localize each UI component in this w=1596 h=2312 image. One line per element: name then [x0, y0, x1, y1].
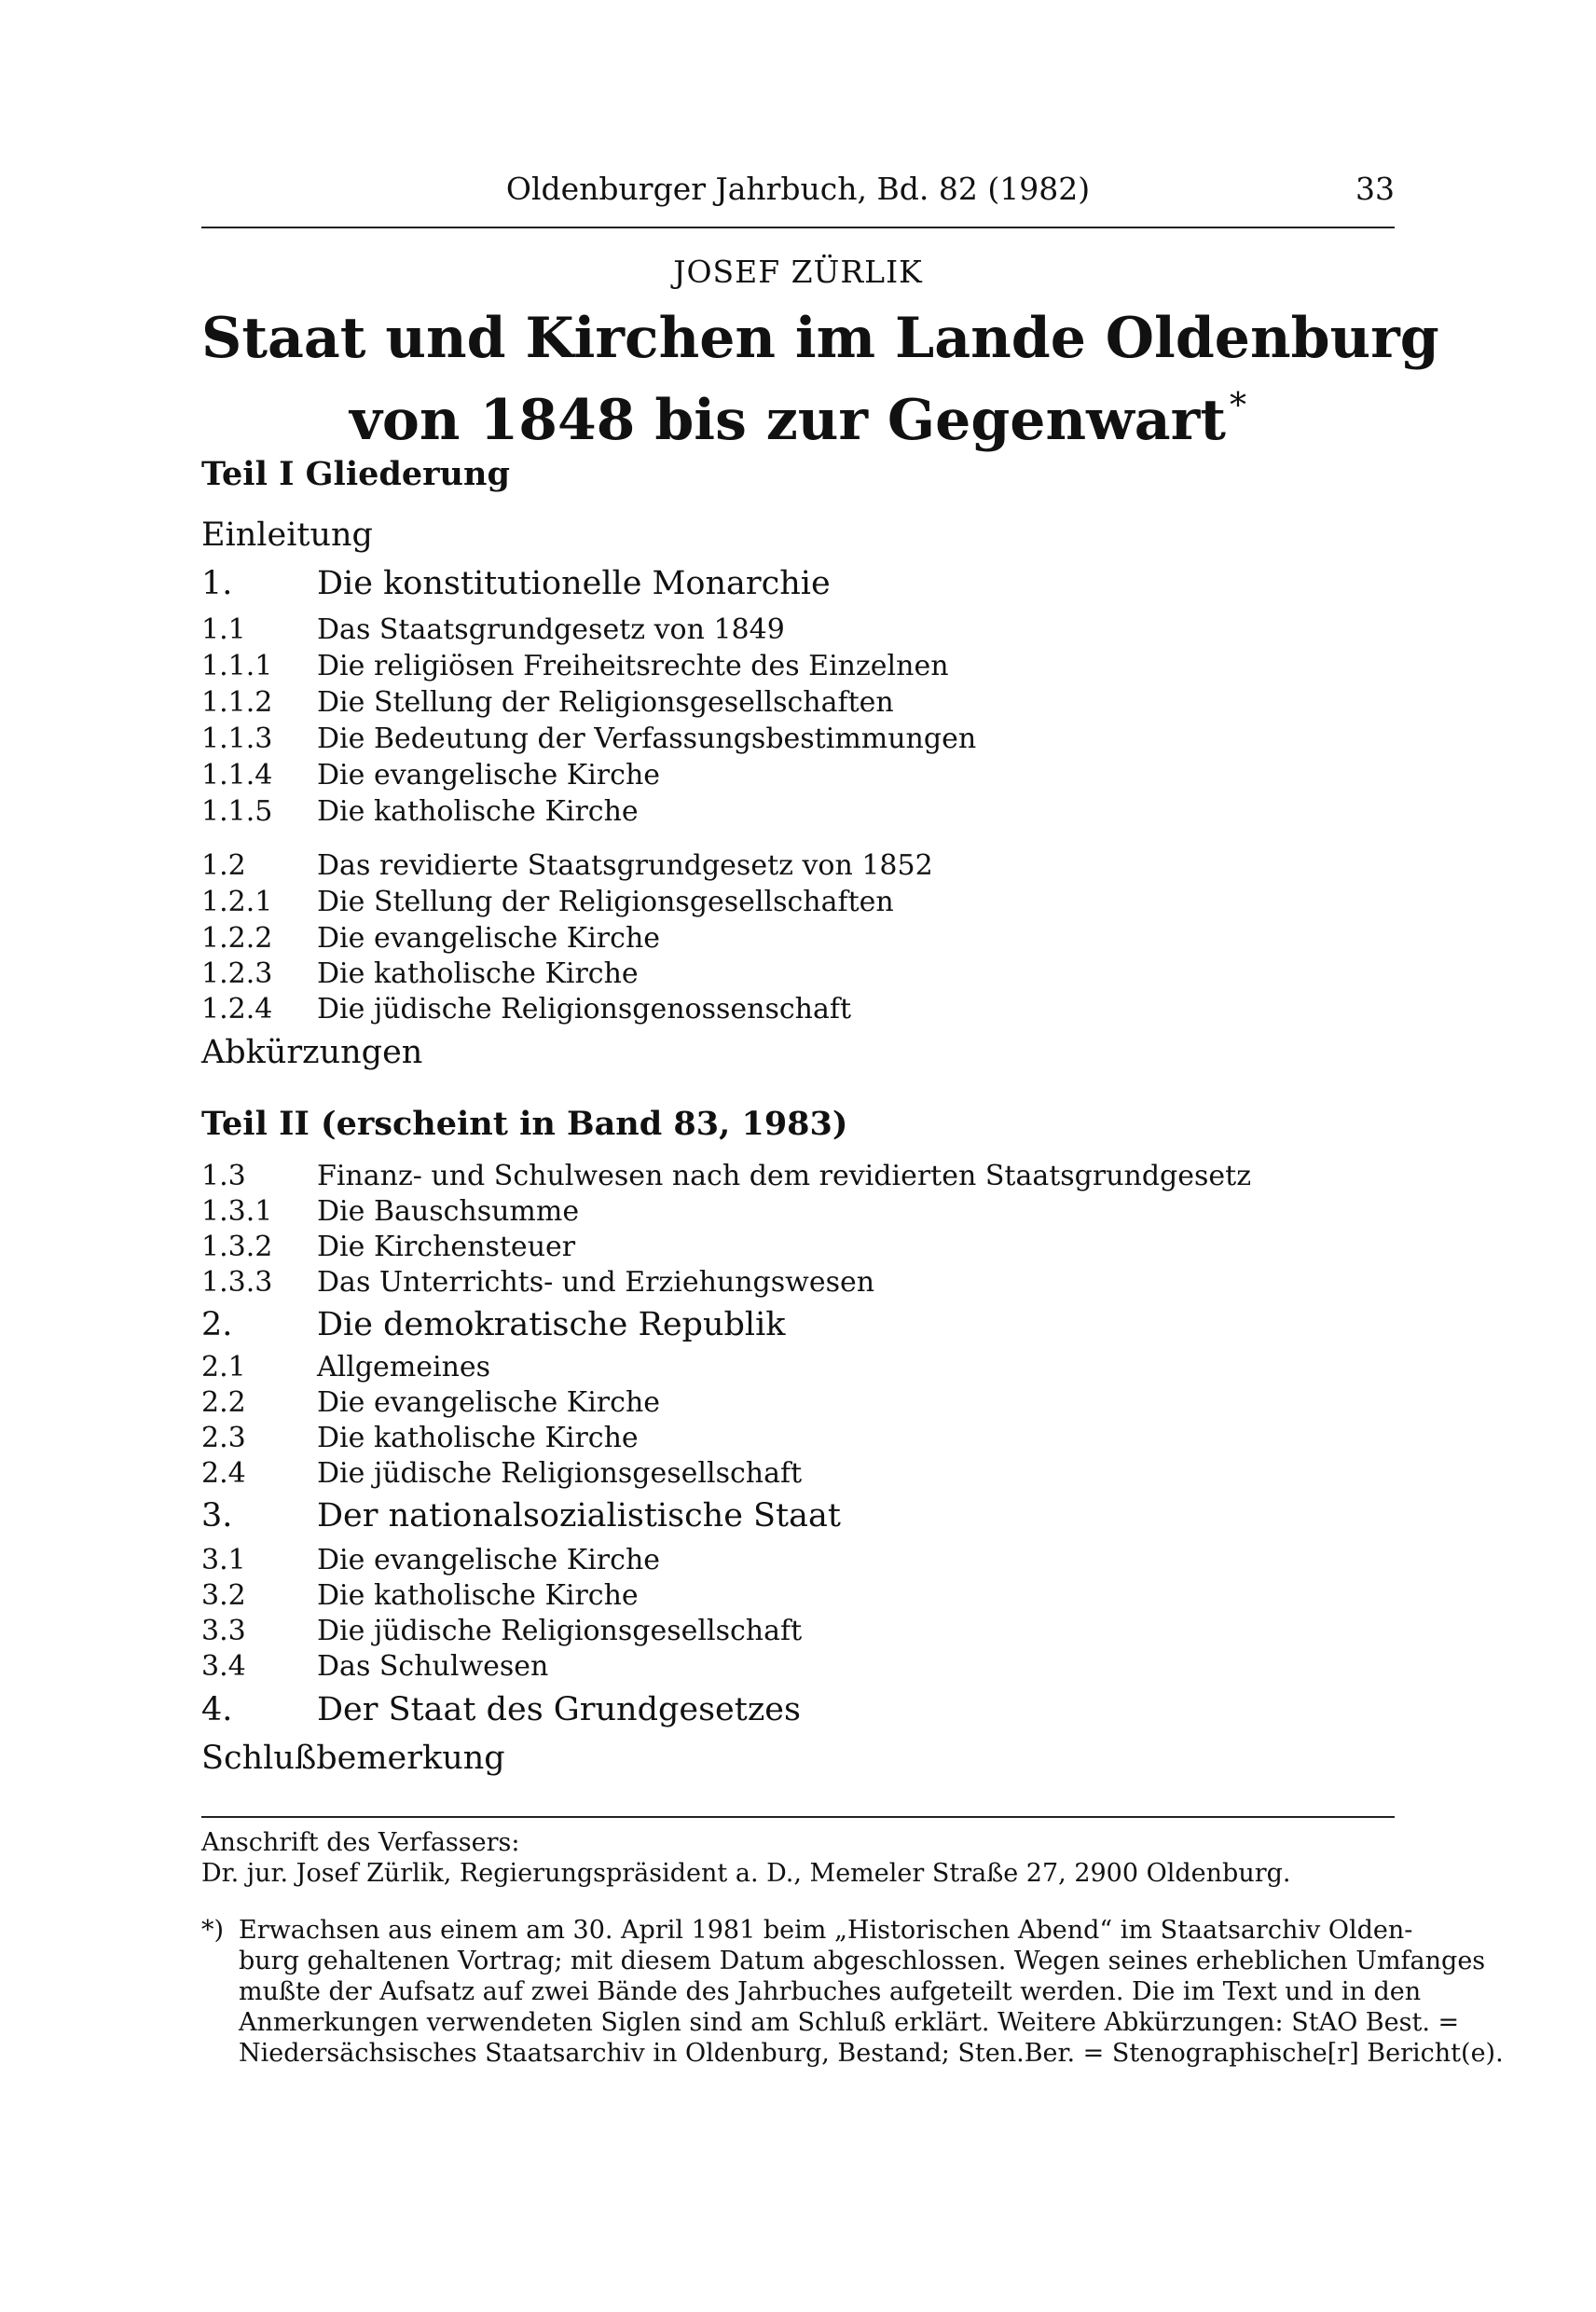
- toc-entry-number: 3.: [201, 1497, 233, 1534]
- toc-entry-label: Die konstitutionelle Monarchie: [317, 565, 831, 602]
- toc-entry-number: 1.: [201, 565, 233, 602]
- toc-entry-label: Das Staatsgrundgesetz von 1849: [317, 613, 785, 646]
- running-header: [201, 171, 1395, 217]
- toc-entry-number: 2.3: [201, 1422, 246, 1454]
- article-title-line-2: [201, 371, 1395, 456]
- toc-entry-number: 1.2.1: [201, 886, 273, 918]
- toc-entry-label: Die demokratische Republik: [317, 1306, 786, 1343]
- toc-entry-number: 1.2.3: [201, 957, 273, 990]
- toc-introduction: Einleitung: [201, 516, 373, 554]
- toc-entry-label: Die jüdische Religionsgesellschaft: [317, 1615, 803, 1647]
- toc-entry-number: 4.: [201, 1691, 233, 1728]
- toc-entry-label: Die katholische Kirche: [317, 957, 639, 990]
- author-address-label: Anschrift des Verfassers:: [201, 1828, 520, 1857]
- toc-closing: Schlußbemerkung: [201, 1740, 505, 1777]
- toc-entry-label: Der nationalsozialistische Staat: [317, 1497, 841, 1534]
- toc-entry-label: Die Bedeutung der Verfassungsbestimmungen: [317, 722, 977, 755]
- toc-entry-label: Die evangelische Kirche: [317, 1544, 661, 1576]
- footnote-line: Niedersächsisches Staatsarchiv in Oldenburg, Bestand; Sten.Ber. = Stenographische[r] Bericht(e).: [239, 2039, 1504, 2068]
- toc-entry-number: 1.3: [201, 1160, 246, 1192]
- toc-entry-label: Das revidierte Staatsgrundgesetz von 1852: [317, 849, 933, 882]
- toc-entry-label: Die jüdische Religionsgenossenschaft: [317, 993, 852, 1025]
- toc-entry-number: 2.2: [201, 1386, 246, 1419]
- toc-entry-label: Die Stellung der Religionsgesellschaften: [317, 686, 894, 719]
- article-title-text-1: Staat und Kirchen im Lande Oldenburg: [201, 306, 1439, 371]
- toc-entry-label: Finanz- und Schulwesen nach dem revidierten Staatsgrundgesetz: [317, 1160, 1252, 1192]
- article-title-text-2: von 1848 bis zur Gegenwart: [350, 388, 1226, 453]
- toc-entry-number: 2.1: [201, 1351, 246, 1383]
- toc-entry-number: 1.3.3: [201, 1266, 273, 1299]
- article-title-line-1: [201, 303, 1439, 374]
- footnote-mark: *): [201, 1916, 225, 1945]
- toc-entry-number: 1.1.2: [201, 686, 273, 719]
- toc-entry-label: Der Staat des Grundgesetzes: [317, 1691, 801, 1728]
- part-2-heading: Teil II (erscheint in Band 83, 1983): [201, 1105, 848, 1143]
- toc-entry-number: 1.2.4: [201, 993, 273, 1025]
- title-footnote: [201, 1915, 1504, 2083]
- toc-entry-label: Die evangelische Kirche: [317, 1386, 661, 1419]
- footnote-rule: [201, 1816, 1395, 1818]
- toc-entry-number: 3.2: [201, 1579, 246, 1612]
- toc-entry-label: Die evangelische Kirche: [317, 759, 661, 791]
- part-1-heading: Teil I Gliederung: [201, 455, 510, 493]
- toc-entry-label: Das Schulwesen: [317, 1650, 549, 1683]
- toc-entry-label: Die jüdische Religionsgesellschaft: [317, 1457, 803, 1490]
- toc-entry-label: Die katholische Kirche: [317, 1422, 639, 1454]
- toc-entry-label: Die katholische Kirche: [317, 795, 639, 828]
- toc-entry-number: 1.2.2: [201, 922, 273, 955]
- toc-entry-number: 1.2: [201, 849, 246, 882]
- page-number: 33: [1355, 171, 1395, 207]
- title-footnote-mark: *: [1229, 387, 1246, 425]
- footnote-line: mußte der Aufsatz auf zwei Bände des Jahrbuches aufgeteilt werden. Die im Text und in den: [239, 1977, 1422, 2006]
- author-name: JOSEF ZÜRLIK: [673, 254, 923, 290]
- author-address: Dr. jur. Josef Zürlik, Regierungspräsident a. D., Memeler Straße 27, 2900 Oldenburg.: [201, 1859, 1291, 1888]
- toc-entry-number: 1.1.5: [201, 795, 273, 828]
- toc-entry-number: 2.4: [201, 1457, 246, 1490]
- toc-abbreviations: Abkürzungen: [201, 1034, 423, 1071]
- toc-entry-label: Die Bauschsumme: [317, 1195, 580, 1228]
- toc-entry-number: 2.: [201, 1306, 233, 1343]
- toc-entry-label: Die katholische Kirche: [317, 1579, 639, 1612]
- footnote-line: Erwachsen aus einem am 30. April 1981 beim „Historischen Abend“ im Staatsarchiv Olden-: [239, 1916, 1413, 1945]
- toc-entry-number: 3.1: [201, 1544, 246, 1576]
- toc-entry-number: 1.3.2: [201, 1231, 273, 1263]
- footnote-line: Anmerkungen verwendeten Siglen sind am Schluß erklärt. Weitere Abkürzungen: StAO Best. =: [239, 2008, 1460, 2037]
- toc-entry-number: 3.4: [201, 1650, 246, 1683]
- toc-entry-number: 1.3.1: [201, 1195, 273, 1228]
- toc-entry-label: Die Kirchensteuer: [317, 1231, 576, 1263]
- header-rule: [201, 227, 1395, 228]
- toc-entry-number: 1.1: [201, 613, 246, 646]
- footnote-line: burg gehaltenen Vortrag; mit diesem Datum abgeschlossen. Wegen seines erheblichen Umfanges: [239, 1947, 1486, 1975]
- toc-entry-label: Die evangelische Kirche: [317, 922, 661, 955]
- toc-entry-label: Das Unterrichts- und Erziehungswesen: [317, 1266, 875, 1299]
- toc-entry-number: 3.3: [201, 1615, 246, 1647]
- toc-entry-label: Die religiösen Freiheitsrechte des Einzelnen: [317, 650, 949, 682]
- toc-entry-label: Allgemeines: [317, 1351, 491, 1383]
- toc-entry-number: 1.1.4: [201, 759, 273, 791]
- toc-entry-label: Die Stellung der Religionsgesellschaften: [317, 886, 894, 918]
- toc-entry-number: 1.1.1: [201, 650, 273, 682]
- toc-entry-number: 1.1.3: [201, 722, 273, 755]
- journal-title: Oldenburger Jahrbuch, Bd. 82 (1982): [505, 171, 1091, 207]
